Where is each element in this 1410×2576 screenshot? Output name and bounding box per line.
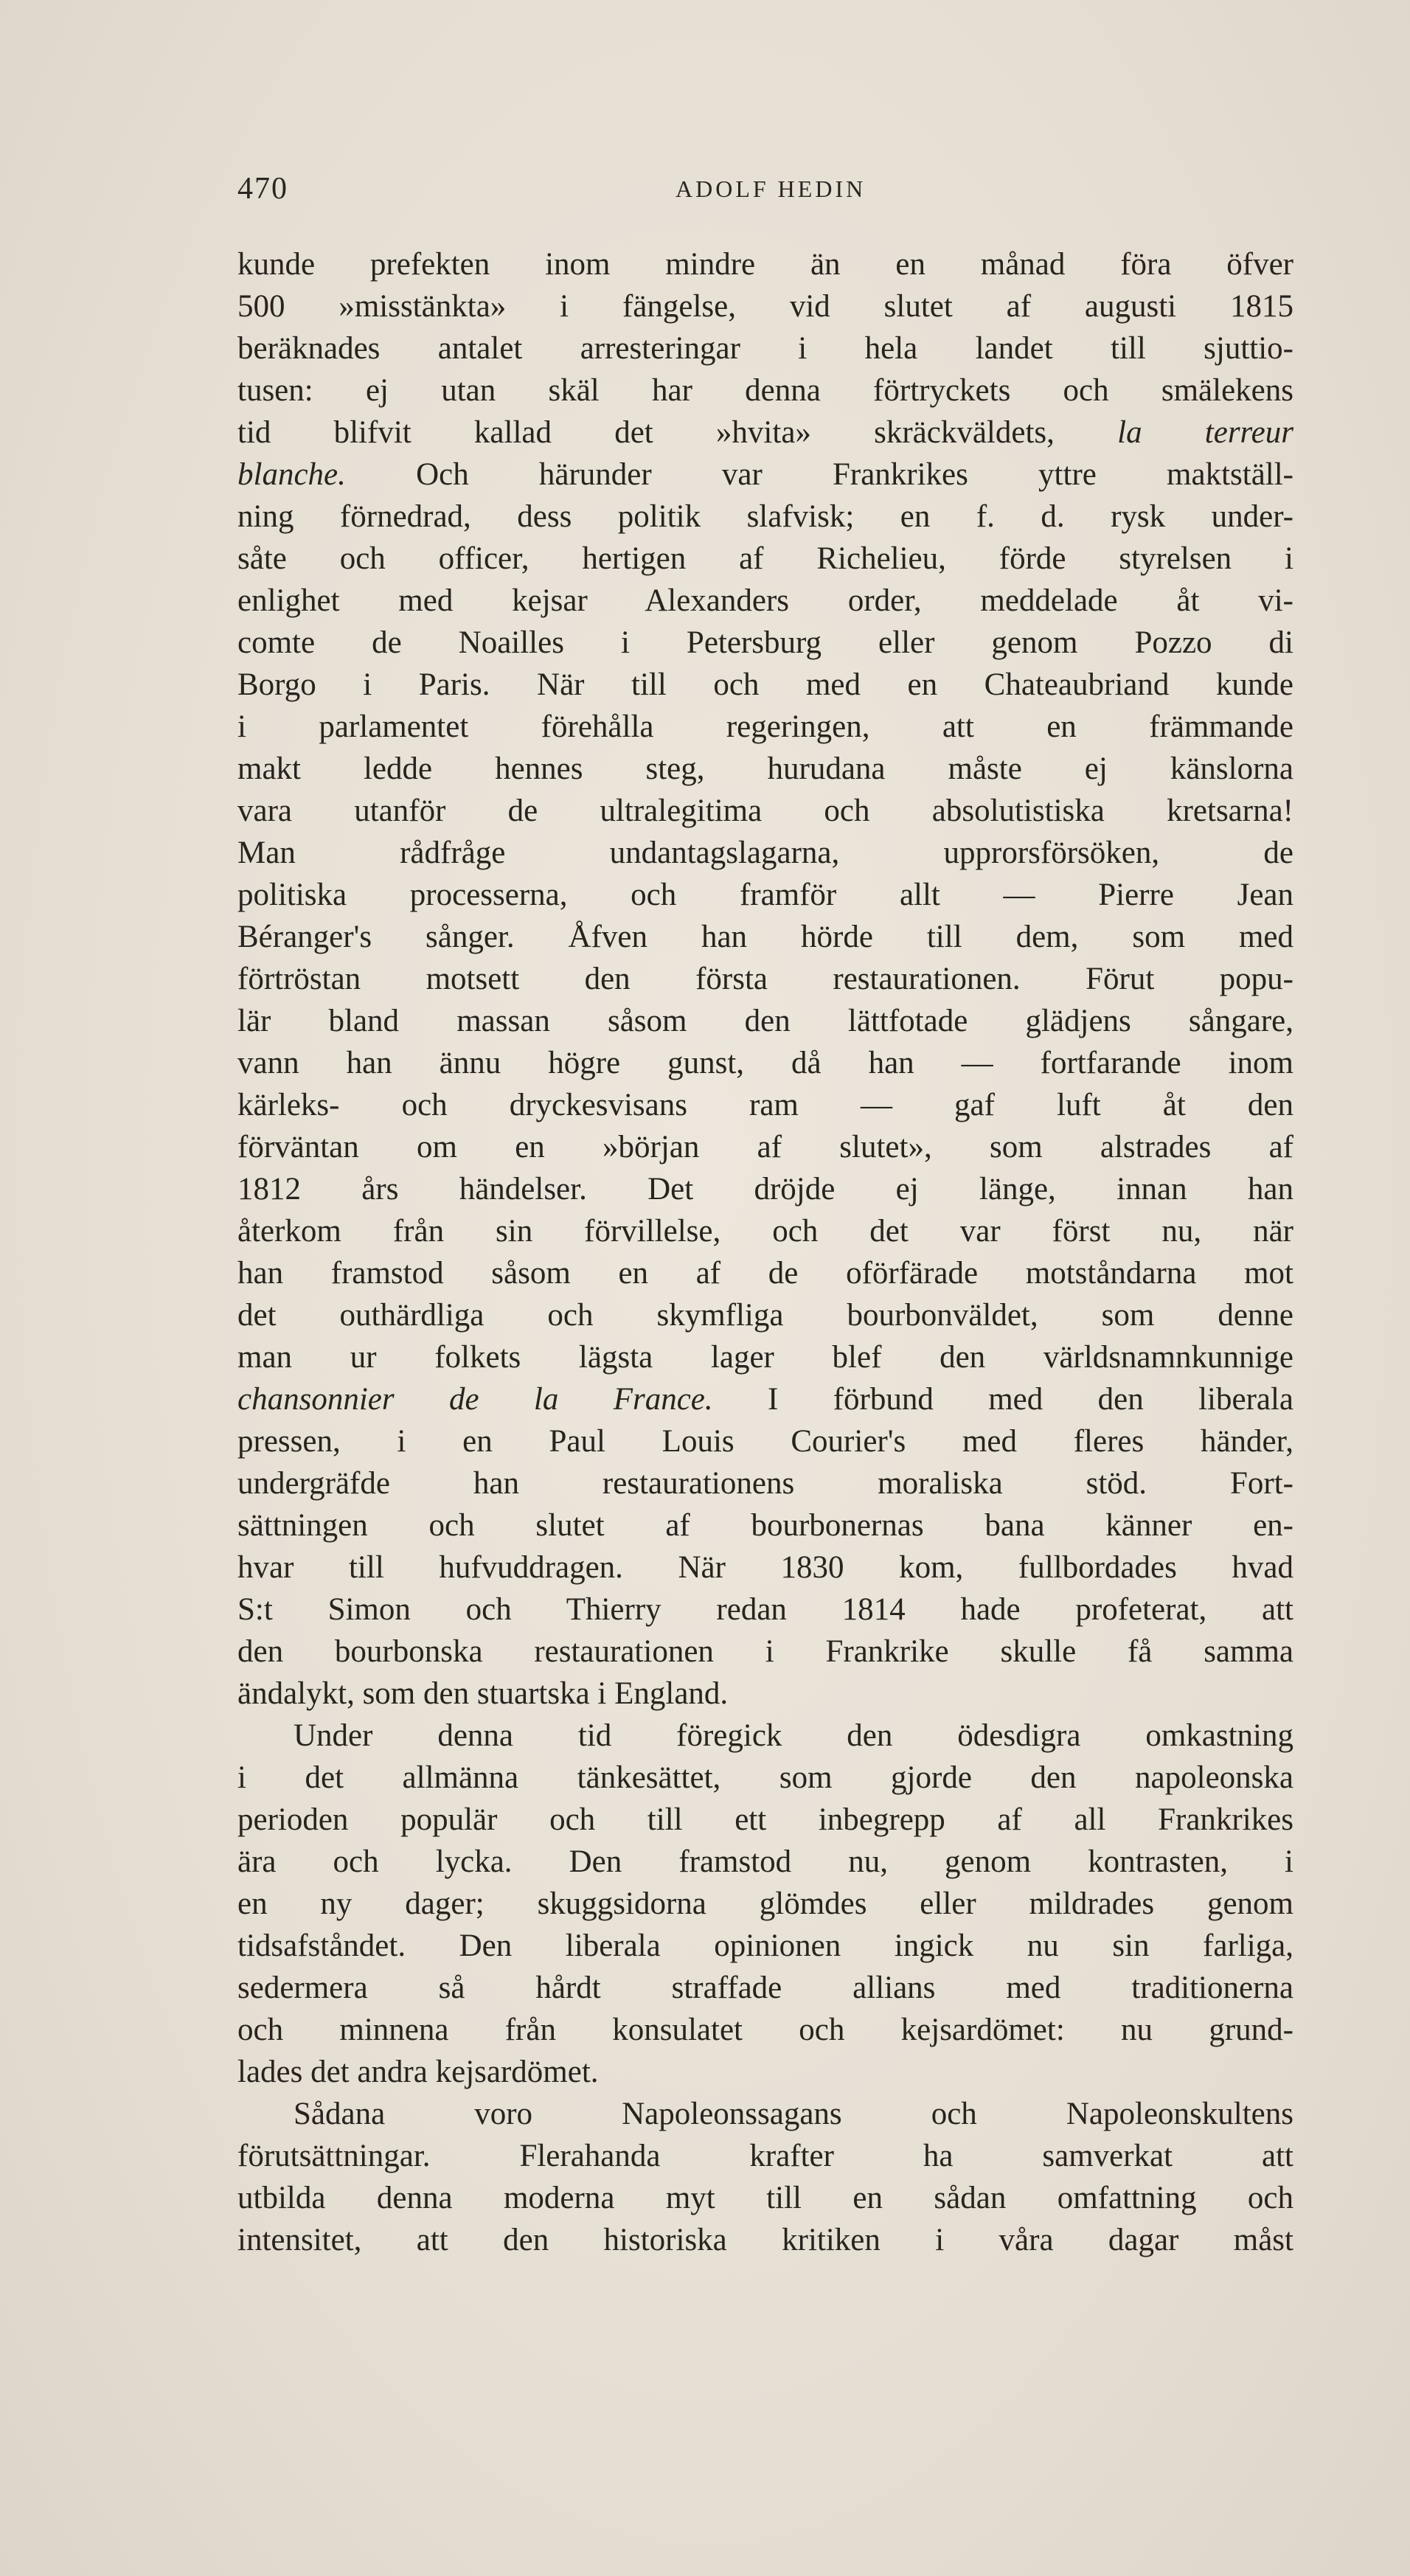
text-line: en ny dager; skuggsidorna glömdes eller mildrades genom [237,1886,1293,1921]
text-line: sedermera så hårdt straffade allians med traditionerna [237,1971,1293,2005]
text-line: enlighet med kejsar Alexanders order, meddelade åt vi- [237,583,1293,618]
text-line: återkom från sin förvillelse, och det var först nu, när [237,1214,1293,1249]
body-text [237,243,1293,2261]
text-fragment: Och härunder var Frankrikes yttre maktställ- [416,457,1293,492]
text-line: kärleks- och dryckesvisans ram — gaf luft åt den [237,1088,1293,1122]
text-line: vara utanför de ultralegitima och absolutistiska kretsarna! [237,794,1293,828]
text-line: S:t Simon och Thierry redan 1814 hade profeterat, att [237,1592,1293,1627]
text-line: Borgo i Paris. När till och med en Chateaubriand kunde [237,667,1293,702]
running-head [237,171,1293,215]
text-line: Béranger's sånger. Åfven han hörde till dem, som med [237,920,1293,954]
running-title: ADOLF HEDIN [676,176,867,202]
text-line: Man rådfråge undantagslagarna, upprorsförsöken, de [237,836,1293,870]
text-line: intensitet, att den historiska kritiken i våra dagar måst [237,2223,1293,2257]
text-line: kunde prefekten inom mindre än en månad föra öfver [237,247,1293,282]
page-number: 470 [237,172,288,206]
text-line: makt ledde hennes steg, hurudana måste ej känslorna [237,751,1293,786]
text-line: förutsättningar. Flerahanda krafter ha samverkat att [237,2139,1293,2173]
text-line: undergräfde han restaurationens moraliska stöd. Fort- [237,1466,1293,1501]
text-line: sättningen och slutet af bourbonernas bana känner en- [237,1508,1293,1543]
text-line: perioden populär och till ett inbegrepp af all Frankrikes [237,1802,1293,1837]
text-line: tidsafståndet. Den liberala opinionen ingick nu sin farliga, [237,1928,1293,1963]
italic-phrase: chansonnier de la France. [237,1382,713,1417]
text-line [237,454,1293,496]
text-line: lades det andra kejsardömet. [237,2055,599,2089]
text-fragment: I förbund med den liberala [768,1382,1293,1417]
text-line: utbilda denna moderna myt till en sådan omfattning och [237,2181,1293,2215]
text-line: ning förnedrad, dess politik slafvisk; en f. d. rysk under- [237,499,1293,534]
text-line: comte de Noailles i Petersburg eller genom Pozzo di [237,625,1293,660]
italic-phrase: la terreur [1117,415,1293,450]
text-line: man ur folkets lägsta lager blef den världsnamnkunnige [237,1340,1293,1375]
text-line: tusen: ej utan skäl har denna förtryckets och smälekens [237,373,1293,408]
text-line: förtröstan motsett den första restaurationen. Förut popu- [237,962,1293,996]
text-line: beräknades antalet arresteringar i hela landet till sjuttio- [237,331,1293,366]
text-fragment: tid blifvit kallad det »hvita» skräckväldets, [237,415,1055,450]
text-line: lär bland massan såsom den lättfotade glädjens sångare, [237,1004,1293,1038]
text-line: vann han ännu högre gunst, då han — fortfarande inom [237,1046,1293,1080]
text-line: och minnena från konsulatet och kejsardömet: nu grund- [237,2013,1293,2047]
text-line [237,412,1293,454]
text-line: 500 »misstänkta» i fängelse, vid slutet af augusti 1815 [237,289,1293,324]
text-line: i det allmänna tänkesättet, som gjorde den napoleonska [237,1760,1293,1795]
text-line: pressen, i en Paul Louis Courier's med fleres händer, [237,1424,1293,1459]
text-line: såte och officer, hertigen af Richelieu, förde styrelsen i [237,541,1293,576]
text-line: den bourbonska restaurationen i Frankrike skulle få samma [237,1634,1293,1669]
text-line: Sådana voro Napoleonssagans och Napoleonskultens [294,2097,1293,2131]
text-line: Under denna tid föregick den ödesdigra omkastning [294,1718,1293,1753]
text-line: förväntan om en »början af slutet», som alstrades af [237,1130,1293,1164]
text-line: hvar till hufvuddragen. När 1830 kom, fullbordades hvad [237,1550,1293,1585]
text-line: ära och lycka. Den framstod nu, genom kontrasten, i [237,1844,1293,1879]
italic-phrase: blanche. [237,457,346,492]
text-line: han framstod såsom en af de oförfärade motståndarna mot [237,1256,1293,1291]
text-line: det outhärdliga och skymfliga bourbonväldet, som denne [237,1298,1293,1333]
text-line: i parlamentet förehålla regeringen, att en främmande [237,709,1293,744]
text-line [237,1378,1293,1420]
text-line: politiska processerna, och framför allt — Pierre Jean [237,878,1293,912]
text-line: 1812 års händelser. Det dröjde ej länge, innan han [237,1172,1293,1207]
text-line: ändalykt, som den stuartska i England. [237,1676,729,1711]
